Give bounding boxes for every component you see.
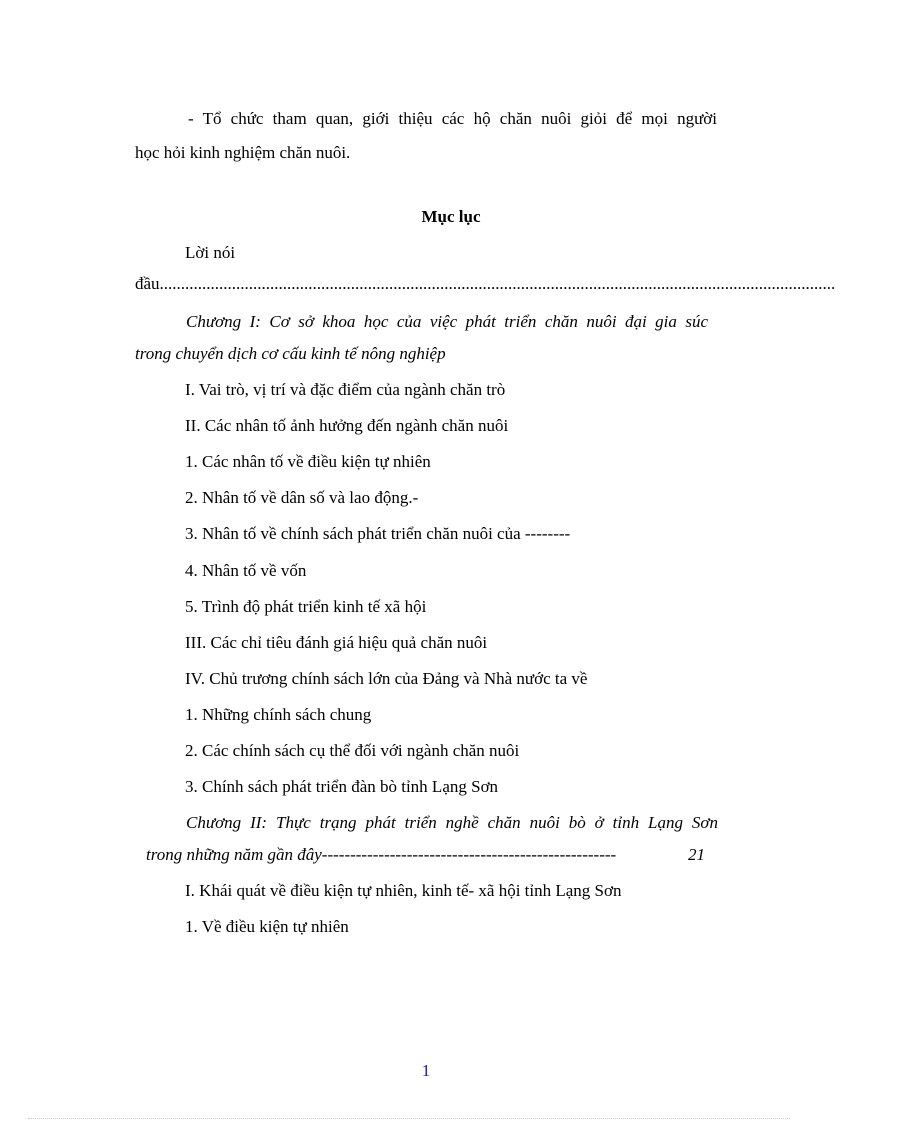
toc-chapter2-line-1: Chương II: Thực trạng phát triển nghề chăn nuôi bò ở tỉnh Lạng Sơn — [186, 813, 718, 832]
toc-item: 1. Về điều kiện tự nhiên — [185, 917, 349, 936]
toc-item: IV. Chủ trương chính sách lớn của Đảng và Nhà nước ta về — [185, 669, 588, 688]
toc-item: 2. Các chính sách cụ thể đối với ngành chăn nuôi — [185, 741, 520, 760]
toc-chapter1-line-2: trong chuyển dịch cơ cấu kinh tế nông nghiệp — [135, 344, 446, 363]
toc-chapter1-line-1: Chương I: Cơ sở khoa học của việc phát triển chăn nuôi đại gia súc — [186, 312, 708, 331]
intro-line-2: học hỏi kinh nghiệm chăn nuôi. — [135, 143, 351, 162]
toc-item: 4. Nhân tố về vốn — [185, 561, 307, 580]
toc-item: 5. Trình độ phát triển kinh tế xã hội — [185, 597, 427, 616]
toc-item: 1. Những chính sách chung — [185, 705, 372, 724]
toc-title: Mục lục — [421, 207, 481, 226]
toc-item: 3. Nhân tố về chính sách phát triển chăn nuôi của -------- — [185, 524, 571, 543]
page-number: 1 — [421, 1061, 431, 1080]
toc-item: 3. Chính sách phát triển đàn bò tỉnh Lạng Sơn — [185, 777, 499, 796]
toc-chapter2-line-2: trong những năm gần đây---------------------------------------------------- — [146, 845, 617, 864]
toc-preface-dots: ............................................................................................................................................................... — [159, 274, 836, 293]
toc-item: 1. Các nhân tố về điều kiện tự nhiên — [185, 452, 431, 471]
toc-item: 2. Nhân tố về dân số và lao động.- — [185, 488, 419, 507]
toc-preface-label: đầu — [135, 274, 160, 293]
page-bottom-rule — [28, 1118, 790, 1119]
toc-item: III. Các chỉ tiêu đánh giá hiệu quả chăn nuôi — [185, 633, 488, 652]
toc-preface-line-1: Lời nói — [185, 243, 236, 262]
intro-line-1: - Tổ chức tham quan, giới thiệu các hộ chăn nuôi giỏi để mọi người — [188, 109, 717, 128]
toc-item: I. Khái quát về điều kiện tự nhiên, kinh tế- xã hội tỉnh Lạng Sơn — [185, 881, 622, 900]
toc-preface-line-2 — [135, 274, 836, 293]
toc-chapter2-page: 21 — [688, 845, 705, 864]
toc-item: I. Vai trò, vị trí và đặc điểm của ngành chăn trò — [185, 380, 506, 399]
toc-item: II. Các nhân tố ảnh hưởng đến ngành chăn nuôi — [185, 416, 509, 435]
